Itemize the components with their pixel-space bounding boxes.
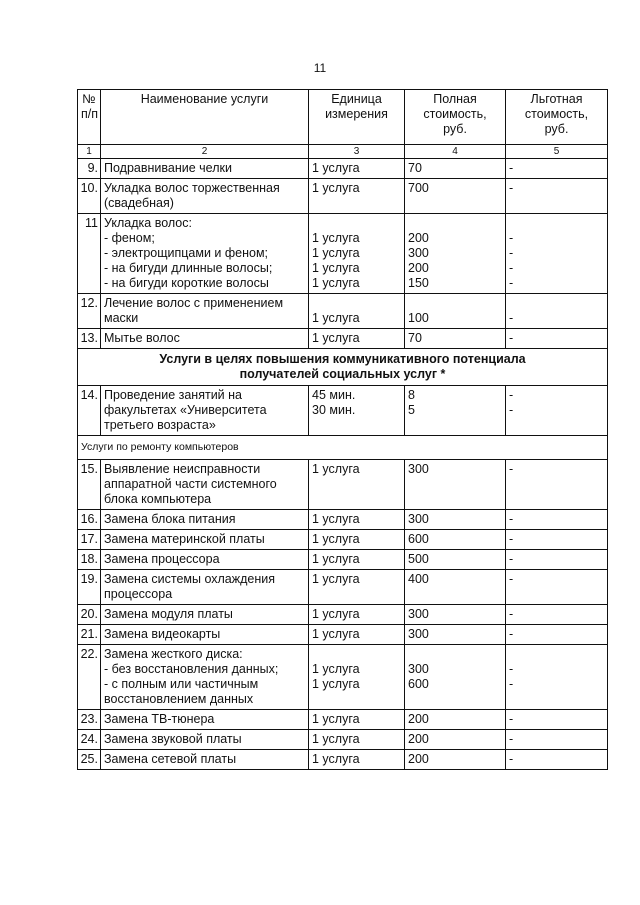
row-number: 20. xyxy=(78,605,101,625)
table-row xyxy=(78,294,608,329)
section-title-row xyxy=(78,349,608,386)
section-title: Услуги в целях повышения коммуникативного потенциала получателей социальных услуг * xyxy=(78,349,608,386)
service-name: Укладка волос: - феном; - электрощипцами и феном; - на бигуди длинные волосы; - на бигуди короткие волосы xyxy=(101,214,309,294)
service-name: Выявление неисправности аппаратной части системного блока компьютера xyxy=(101,460,309,510)
unit-of-measure: 1 услуга xyxy=(309,550,405,570)
discount-price: - - xyxy=(506,645,608,710)
service-name: Замена системы охлаждения процессора xyxy=(101,570,309,605)
subsection-title-row xyxy=(78,436,608,460)
communication-services-body xyxy=(78,386,608,436)
service-name: Замена видеокарты xyxy=(101,625,309,645)
row-number: 11 xyxy=(78,214,101,294)
service-name: Замена ТВ-тюнера xyxy=(101,710,309,730)
row-number: 18. xyxy=(78,550,101,570)
unit-of-measure: 1 услуга xyxy=(309,159,405,179)
header-discount-price: Льготная стоимость, руб. xyxy=(506,90,608,145)
row-number: 25. xyxy=(78,750,101,770)
discount-price: - xyxy=(506,550,608,570)
discount-price: - xyxy=(506,179,608,214)
table-row xyxy=(78,214,608,294)
discount-price: - xyxy=(506,570,608,605)
unit-of-measure: 1 услуга xyxy=(309,750,405,770)
unit-of-measure: 1 услуга xyxy=(309,710,405,730)
table-header xyxy=(78,90,608,159)
unit-of-measure: 45 мин. 30 мин. xyxy=(309,386,405,436)
table-row xyxy=(78,179,608,214)
discount-price: - xyxy=(506,159,608,179)
unit-of-measure: 1 услуга xyxy=(309,460,405,510)
full-price: 300 xyxy=(405,605,506,625)
row-number: 16. xyxy=(78,510,101,530)
service-name: Замена жесткого диска: - без восстановления данных; - с полным или частичным восстановлением данных xyxy=(101,645,309,710)
table-row xyxy=(78,570,608,605)
full-price: 200 xyxy=(405,730,506,750)
subsection-title: Услуги по ремонту компьютеров xyxy=(78,436,608,460)
discount-price: - xyxy=(506,730,608,750)
table-row xyxy=(78,750,608,770)
unit-of-measure: 1 услуга xyxy=(309,530,405,550)
full-price: 300 xyxy=(405,625,506,645)
column-number: 1 xyxy=(78,145,101,159)
unit-of-measure: 1 услуга xyxy=(309,730,405,750)
full-price: 70 xyxy=(405,159,506,179)
table-row xyxy=(78,460,608,510)
row-number: 17. xyxy=(78,530,101,550)
row-number: 13. xyxy=(78,329,101,349)
column-number: 2 xyxy=(101,145,309,159)
full-price: 300 600 xyxy=(405,645,506,710)
full-price: 100 xyxy=(405,294,506,329)
row-number: 12. xyxy=(78,294,101,329)
table-row xyxy=(78,730,608,750)
unit-of-measure: 1 услуга xyxy=(309,625,405,645)
unit-of-measure: 1 услуга 1 услуга xyxy=(309,645,405,710)
full-price: 300 xyxy=(405,510,506,530)
discount-price: - - - - xyxy=(506,214,608,294)
row-number: 23. xyxy=(78,710,101,730)
unit-of-measure: 1 услуга xyxy=(309,294,405,329)
row-number: 15. xyxy=(78,460,101,510)
service-name: Укладка волос торжественная (свадебная) xyxy=(101,179,309,214)
unit-of-measure: 1 услуга xyxy=(309,510,405,530)
table-row xyxy=(78,550,608,570)
discount-price: - xyxy=(506,530,608,550)
table-row xyxy=(78,510,608,530)
discount-price: - - xyxy=(506,386,608,436)
full-price: 70 xyxy=(405,329,506,349)
discount-price: - xyxy=(506,625,608,645)
service-name: Замена блока питания xyxy=(101,510,309,530)
column-number: 3 xyxy=(309,145,405,159)
hair-services-body xyxy=(78,159,608,349)
header-unit: Единица измерения xyxy=(309,90,405,145)
full-price: 200 xyxy=(405,750,506,770)
header-full-price: Полная стоимость, руб. xyxy=(405,90,506,145)
full-price: 500 xyxy=(405,550,506,570)
service-name: Подравнивание челки xyxy=(101,159,309,179)
service-name: Лечение волос с применением маски xyxy=(101,294,309,329)
table-row xyxy=(78,329,608,349)
service-name: Замена сетевой платы xyxy=(101,750,309,770)
table-row xyxy=(78,605,608,625)
service-name: Замена материнской платы xyxy=(101,530,309,550)
table-row xyxy=(78,159,608,179)
row-number: 19. xyxy=(78,570,101,605)
row-number: 22. xyxy=(78,645,101,710)
section-communication xyxy=(78,349,608,386)
computer-repair-body xyxy=(78,460,608,770)
table-row xyxy=(78,625,608,645)
row-number: 9. xyxy=(78,159,101,179)
services-table xyxy=(77,89,608,770)
full-price: 200 xyxy=(405,710,506,730)
discount-price: - xyxy=(506,710,608,730)
discount-price: - xyxy=(506,294,608,329)
row-number: 24. xyxy=(78,730,101,750)
section-computer-repair xyxy=(78,436,608,460)
discount-price: - xyxy=(506,329,608,349)
full-price: 600 xyxy=(405,530,506,550)
full-price: 300 xyxy=(405,460,506,510)
full-price: 700 xyxy=(405,179,506,214)
table-row xyxy=(78,530,608,550)
unit-of-measure: 1 услуга xyxy=(309,570,405,605)
column-number: 4 xyxy=(405,145,506,159)
table-row xyxy=(78,645,608,710)
service-name: Замена процессора xyxy=(101,550,309,570)
table-row xyxy=(78,386,608,436)
discount-price: - xyxy=(506,510,608,530)
service-name: Замена звуковой платы xyxy=(101,730,309,750)
full-price: 200 300 200 150 xyxy=(405,214,506,294)
table-row xyxy=(78,710,608,730)
service-name: Проведение занятий на факультетах «Университета третьего возраста» xyxy=(101,386,309,436)
unit-of-measure: 1 услуга xyxy=(309,179,405,214)
header-num: № п/п xyxy=(78,90,101,145)
column-numbers-row xyxy=(78,145,608,159)
row-number: 21. xyxy=(78,625,101,645)
header-name: Наименование услуги xyxy=(101,90,309,145)
unit-of-measure: 1 услуга 1 услуга 1 услуга 1 услуга xyxy=(309,214,405,294)
service-name: Замена модуля платы xyxy=(101,605,309,625)
discount-price: - xyxy=(506,605,608,625)
unit-of-measure: 1 услуга xyxy=(309,329,405,349)
full-price: 8 5 xyxy=(405,386,506,436)
page-number: 11 xyxy=(313,61,327,75)
service-name: Мытье волос xyxy=(101,329,309,349)
full-price: 400 xyxy=(405,570,506,605)
row-number: 10. xyxy=(78,179,101,214)
discount-price: - xyxy=(506,750,608,770)
unit-of-measure: 1 услуга xyxy=(309,605,405,625)
row-number: 14. xyxy=(78,386,101,436)
discount-price: - xyxy=(506,460,608,510)
column-number: 5 xyxy=(506,145,608,159)
